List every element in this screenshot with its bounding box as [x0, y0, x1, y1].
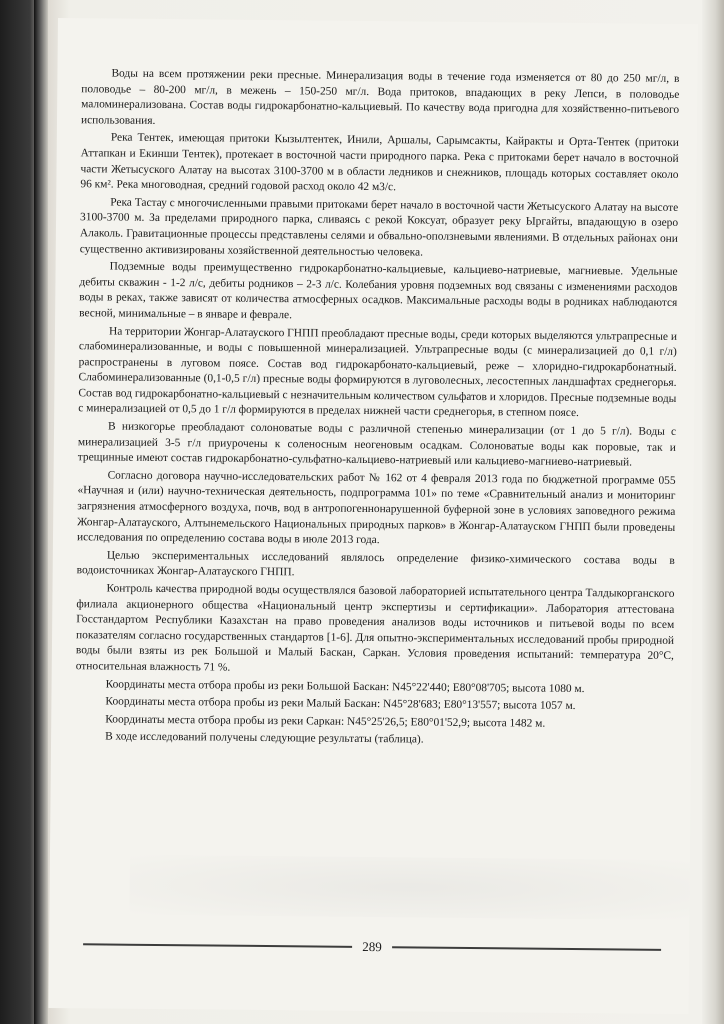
paragraph: Река Тастау с многочисленными правыми притоками берет начало в восточной части Жетысуского Алатау на высоте 3100-3700 м. За пределами природного парка, сливаясь с рекой Коксуат, образует реку Ыргайты, впадающую в озеро Алаколь. Гравитационные процессы представлены селями и обвально-оползневыми явлениями. В отдельных районах они существенно активизированы хозяйственной деятельностью человека.: [79, 196, 679, 259]
page-number: 289: [362, 938, 382, 955]
footer-rule-left: [83, 943, 352, 948]
paragraph: Координаты места отбора пробы из реки Саркан: N45°25'26,5; E80°01'52,9; высота 1482 м.: [105, 713, 546, 730]
paragraph: На территории Жонгар-Алатауского ГНПП преобладают пресные воды, среди которых выделяются ультрапресные и слабоминерализованные, и воды с повышенной минерализацией. Ультрапресные воды (с минерализацией до 0,1 г/л) распространены в луговом поясе. Состав вод гидрокарбонато-кальциевый, реже – хлоридно-гидрокарбонатный. Слабоминерализованные (0,1-0,5 г/л) пресные воды формируются в луговолесных, лесостепных ландшафтах среднегорья. Состав вод гидрокарбонатно-кальциевый с незначительным количеством сульфатов и хлоридов. Пресные подземные воды с минерализацией от 0,5 до 1 г/л формируются в пределах нижней части среднегорья, в степном поясе.: [78, 325, 678, 420]
paragraph: Воды на всем протяжении реки пресные. Минерализация воды в течение года изменяется от 80 до 250 мг/л, в половодье – 80-200 мг/л, в межень – 150-250 мг/л. Вода притоков, впадающих в реку Лепси, в половодье маломинерализована. Состав воды гидрокарбонатно-кальциевый. По качеству вода пригодна для хозяйственно-питьевого использования.: [80, 67, 680, 127]
paragraph: Координаты места отбора пробы из реки Большой Баскан: N45°22'440; E80°08'705; высота 1080 м.: [105, 678, 585, 695]
book-spine-shadow: [34, 0, 48, 1024]
page-edge: [702, 0, 724, 1024]
document-page: [48, 18, 697, 1014]
paragraph: Река Тентек, имеющая притоки Кызылтентек, Инили, Аршалы, Сарымсакты, Кайракты и Орта-Тентек (притоки Аттапкан и Екинши Тентек), протекает в восточной части природного парка. Река с притоками берет начало в восточной части Жетысуского Алатау на высотах 3100-3700 м в области ледников и снежников, площадь которых составляет около 96 км². Река многоводная, средний годовой расход около 42 м3/с.: [80, 131, 679, 194]
paragraph: В ходе исследований получены следующие результаты (таблица).: [105, 730, 424, 746]
page-footer: [73, 936, 671, 958]
paragraph: Координаты места отбора пробы из реки Малый Баскан: N45°28'683; E80°13'557; высота 1057 м.: [105, 695, 576, 713]
footer-rule-right: [392, 946, 661, 951]
body-text: [75, 66, 680, 753]
paragraph: Согласно договора научно-исследовательских работ № 162 от 4 февраля 2013 года по бюджетной программе 055 «Научная и (или) научно-техническая деятельность, подпрограмма 101» по теме «Сравнительный анализ и мониторинг загрязнения атмосферного воздуха, почв, вод в антропогеннонарушенной буферной зоне в условиях заповедного режима Жонгар-Алатауского, Алтынемельского Национальных природных парков» в Жонгар-Алатауском ГНПП были проведены исследования по определению состава воды в июле 2013 года.: [76, 469, 676, 547]
paragraph: В низкогорье преобладают солоноватые воды с различной степенью минерализации (от 1 до 5 г/л). Воды с минерализацией 3-5 г/л приурочены к соленосным неогеновым осадкам. Солоноватые воды как поровые, так и трещинные имеют состав гидрокарбонатно-сульфатно-кальциево-натриевый или кальциево-магниево-натриевый.: [77, 420, 677, 469]
faded-bleedthrough: [129, 855, 690, 920]
paragraph: Подземные воды преимущественно гидрокарбонатно-кальциевые, кальциево-натриевые, магниевые. Удельные дебиты скважин - 1-2 л/с, дебиты родников – 2-3 л/с. Колебания уровня подземных вод связаны с изменениями расходов воды в реках, также зависят от количества атмосферных осадков. Максимальные расходы воды в родниках наблюдаются весной, минимальные – в январе и феврале.: [79, 260, 678, 322]
paragraph: Контроль качества природной воды осуществлялся базовой лабораторией испытательного центра Талдыкорганского филиала акционерного общества «Национальный центр экспертизы и сертификации». Лаборатория аттестована Госстандартом Республики Казахстан на право проведения анализов воды источников и питьевой воды по всем показателям согласно государственных стандартов [1-6]. Для опытно-экспериментальных исследований пробы природной воды были взяты из рек Большой и Малый Баскан, Саркан. Условия проведения испытаний: температура 20°С, относительная влажность 71 %.: [75, 582, 675, 674]
paragraph: Целью экспериментальных исследований являлось определение физико-химического состава воды в водоисточниках Жонгар-Алатауского ГНПП.: [76, 549, 675, 579]
